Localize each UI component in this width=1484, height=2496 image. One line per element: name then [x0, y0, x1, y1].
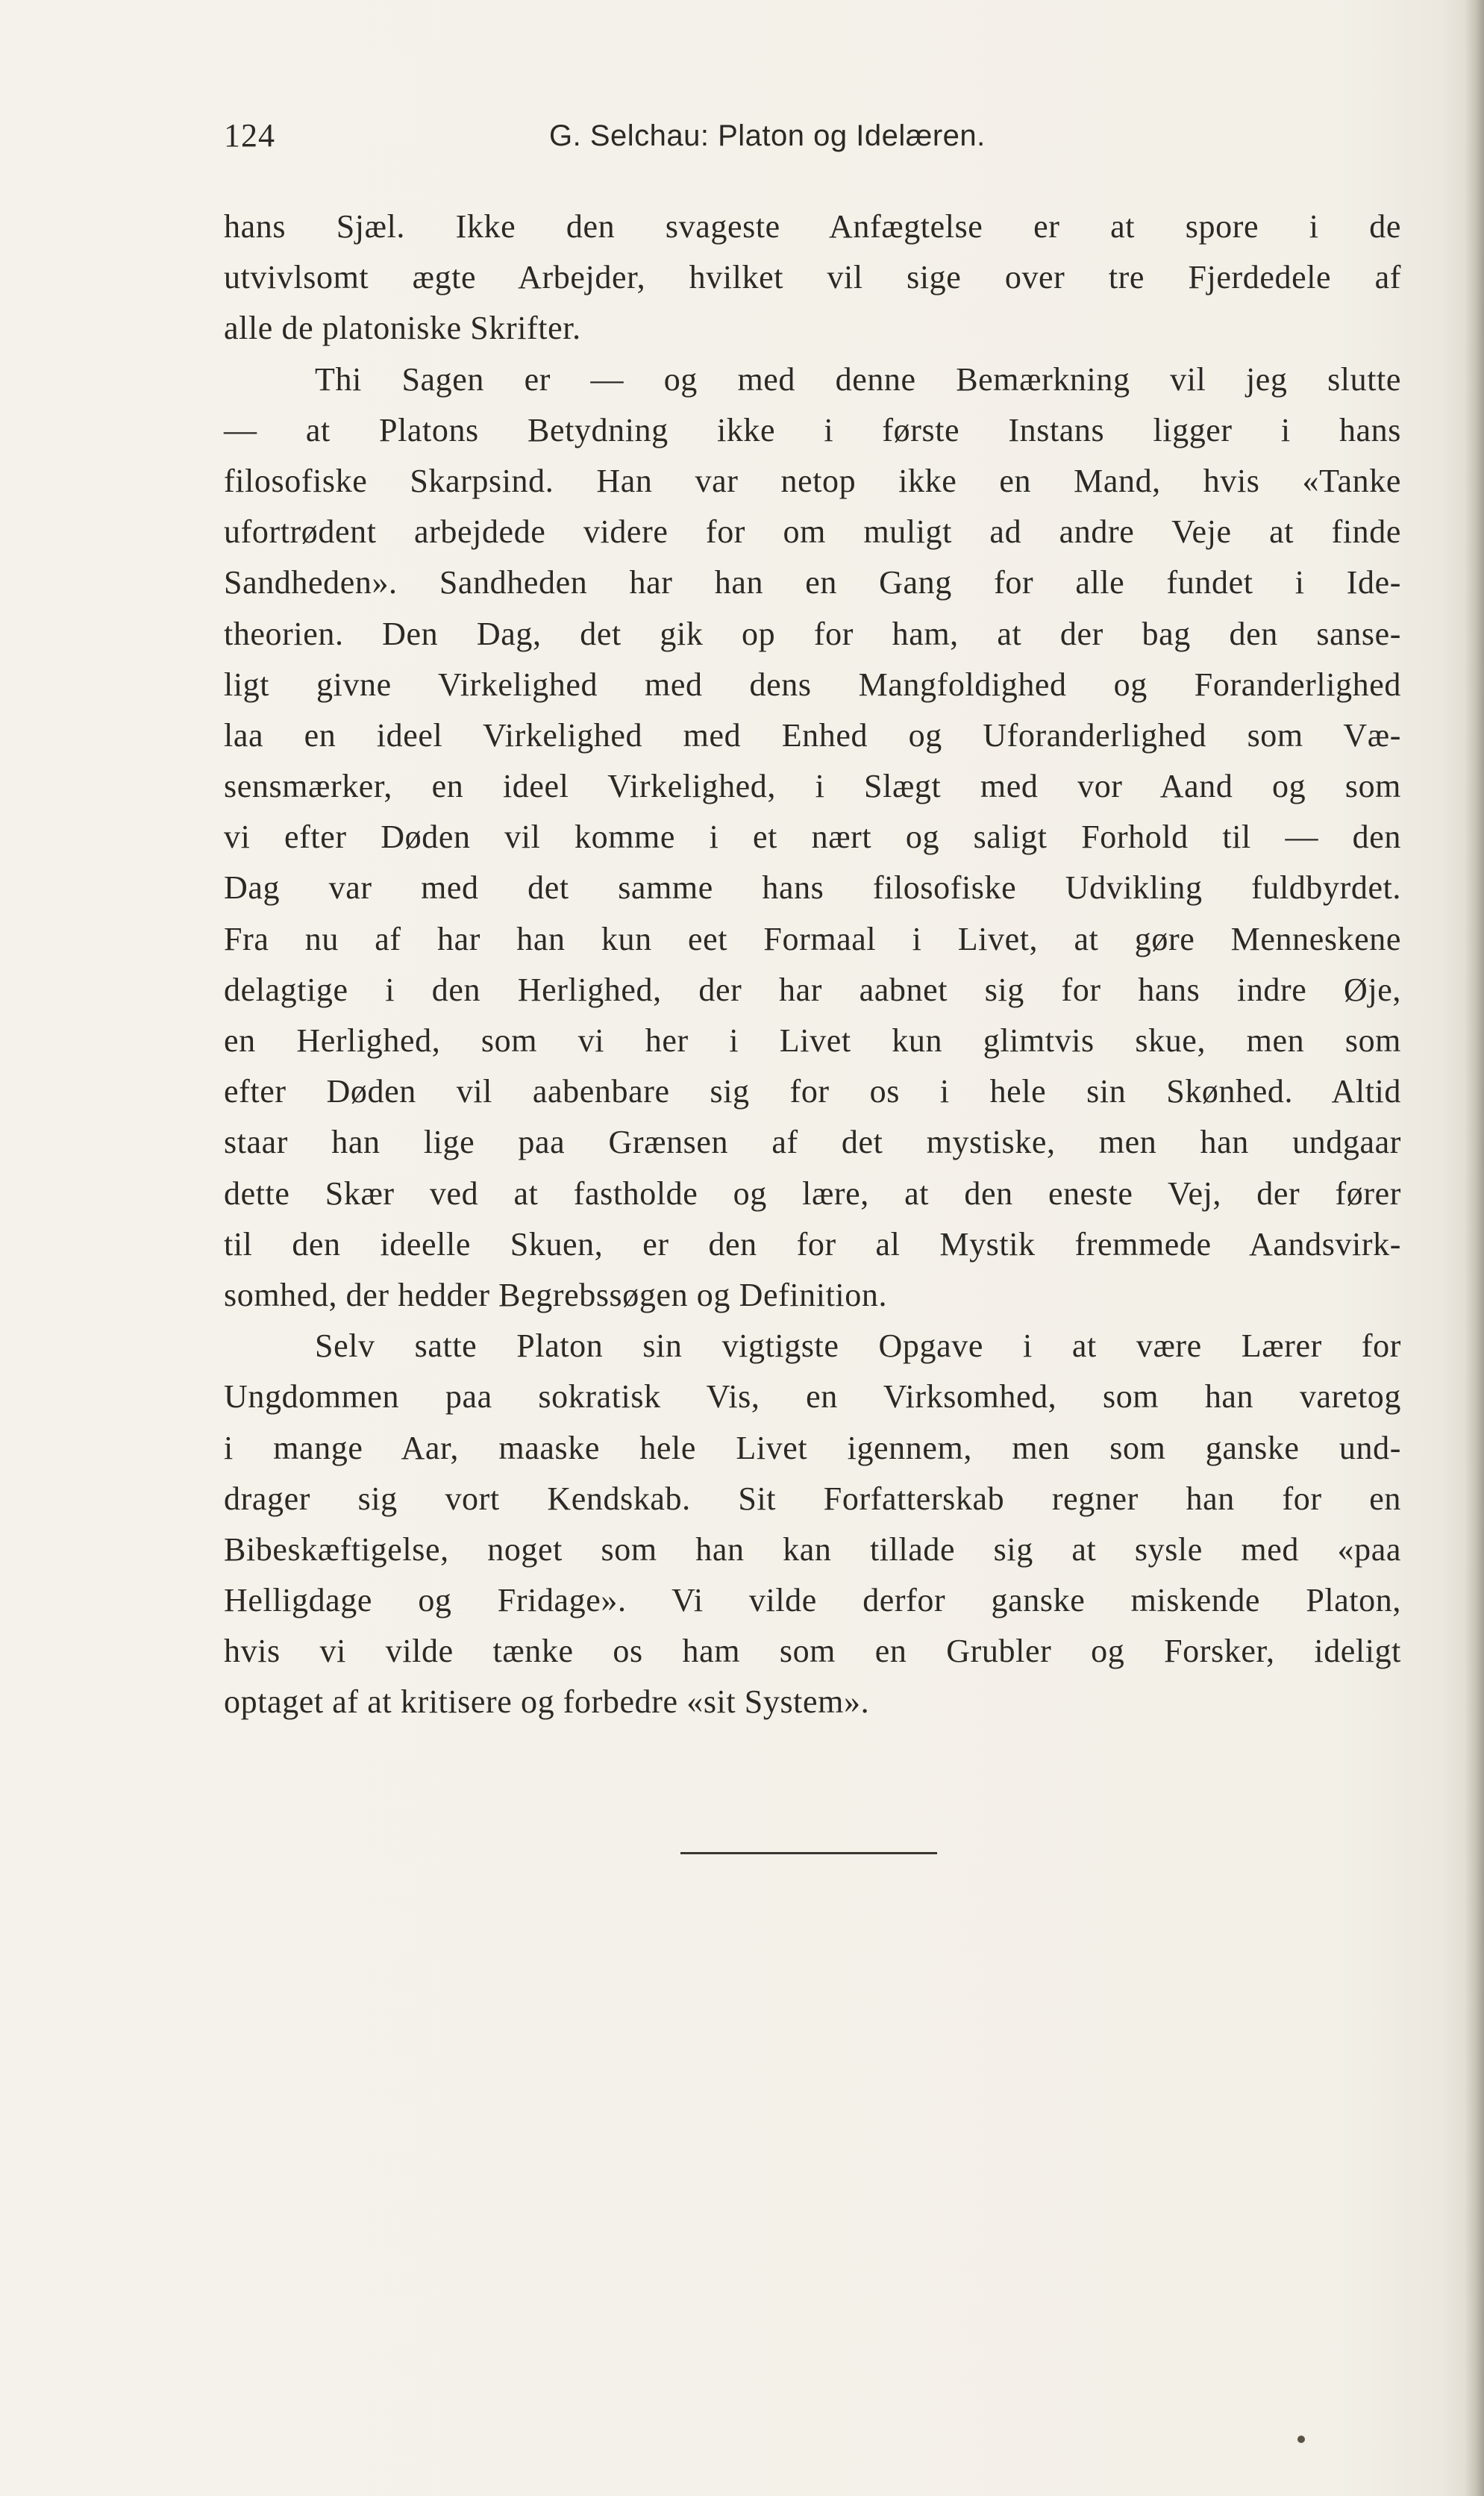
text-line: alle de platoniske Skrifter.: [224, 310, 581, 347]
text-line: Dag var med det samme hans filosofiske Udvikling fuldbyrdet.: [224, 869, 1401, 907]
text-line: Bibeskæftigelse, noget som han kan tillade sig at sysle med «paa: [224, 1530, 1401, 1568]
section-end-rule: [680, 1852, 937, 1854]
page-number: 124: [224, 117, 275, 154]
text-line: utvivlsomt ægte Arbejder, hvilket vil sige over tre Fjerdedele af: [224, 259, 1401, 296]
body-text: [224, 201, 1401, 1728]
text-line: hvis vi vilde tænke os ham som en Grubler og Forsker, ideligt: [224, 1633, 1401, 1670]
text-line: Sandheden». Sandheden har han en Gang for alle fundet i Ide-: [224, 564, 1401, 601]
text-line: drager sig vort Kendskab. Sit Forfatterskab regner han for en: [224, 1480, 1401, 1517]
text-line: filosofiske Skarpsind. Han var netop ikke en Mand, hvis «Tanke: [224, 462, 1401, 499]
text-line: theorien. Den Dag, det gik op for ham, at der bag den sanse-: [224, 615, 1401, 652]
text-line: ligt givne Virkelighed med dens Mangfoldighed og Foranderlighed: [224, 666, 1401, 703]
text-line: til den ideelle Skuen, er den for al Mystik fremmede Aandsvirk-: [224, 1225, 1401, 1263]
running-head: [224, 112, 1403, 160]
text-line: sensmærker, en ideel Virkelighed, i Slægt med vor Aand og som: [224, 768, 1401, 805]
running-head-title: G. Selchau: Platon og Idelæren.: [549, 119, 986, 152]
text-line: Ungdommen paa sokratisk Vis, en Virksomhed, som han varetog: [224, 1378, 1401, 1416]
text-line: — at Platons Betydning ikke i første Instans ligger i hans: [224, 411, 1401, 448]
text-line: laa en ideel Virkelighed med Enhed og Uforanderlighed som Væ-: [224, 716, 1401, 754]
text-line: Thi Sagen er — og med denne Bemærkning vil jeg slutte: [315, 360, 1401, 398]
text-line: somhed, der hedder Begrebssøgen og Definition.: [224, 1276, 888, 1313]
text-line: dette Skær ved at fastholde og lære, at den eneste Vej, der fører: [224, 1175, 1401, 1212]
text-line: i mange Aar, maaske hele Livet igennem, men som ganske und-: [224, 1429, 1401, 1466]
text-line: Helligdage og Fridage». Vi vilde derfor ganske miskende Platon,: [224, 1582, 1401, 1619]
text-line: delagtige i den Herlighed, der har aabnet sig for hans indre Øje,: [224, 971, 1401, 1008]
scan-speck: [1297, 2436, 1305, 2443]
page-edge-shadow: [1465, 0, 1484, 2496]
text-line: optaget af at kritisere og forbedre «sit System».: [224, 1683, 870, 1721]
text-line: hans Sjæl. Ikke den svageste Anfægtelse er at spore i de: [224, 208, 1401, 245]
text-line: efter Døden vil aabenbare sig for os i hele sin Skønhed. Altid: [224, 1073, 1401, 1110]
text-line: vi efter Døden vil komme i et nært og saligt Forhold til — den: [224, 819, 1401, 856]
text-line: ufortrødent arbejdede videre for om muligt ad andre Veje at finde: [224, 513, 1401, 551]
text-line: Selv satte Platon sin vigtigste Opgave i at være Lærer for: [315, 1327, 1401, 1365]
text-line: staar han lige paa Grænsen af det mystiske, men han undgaar: [224, 1124, 1401, 1161]
text-line: en Herlighed, som vi her i Livet kun glimtvis skue, men som: [224, 1022, 1401, 1059]
text-line: Fra nu af har han kun eet Formaal i Livet, at gøre Menneskene: [224, 920, 1401, 957]
